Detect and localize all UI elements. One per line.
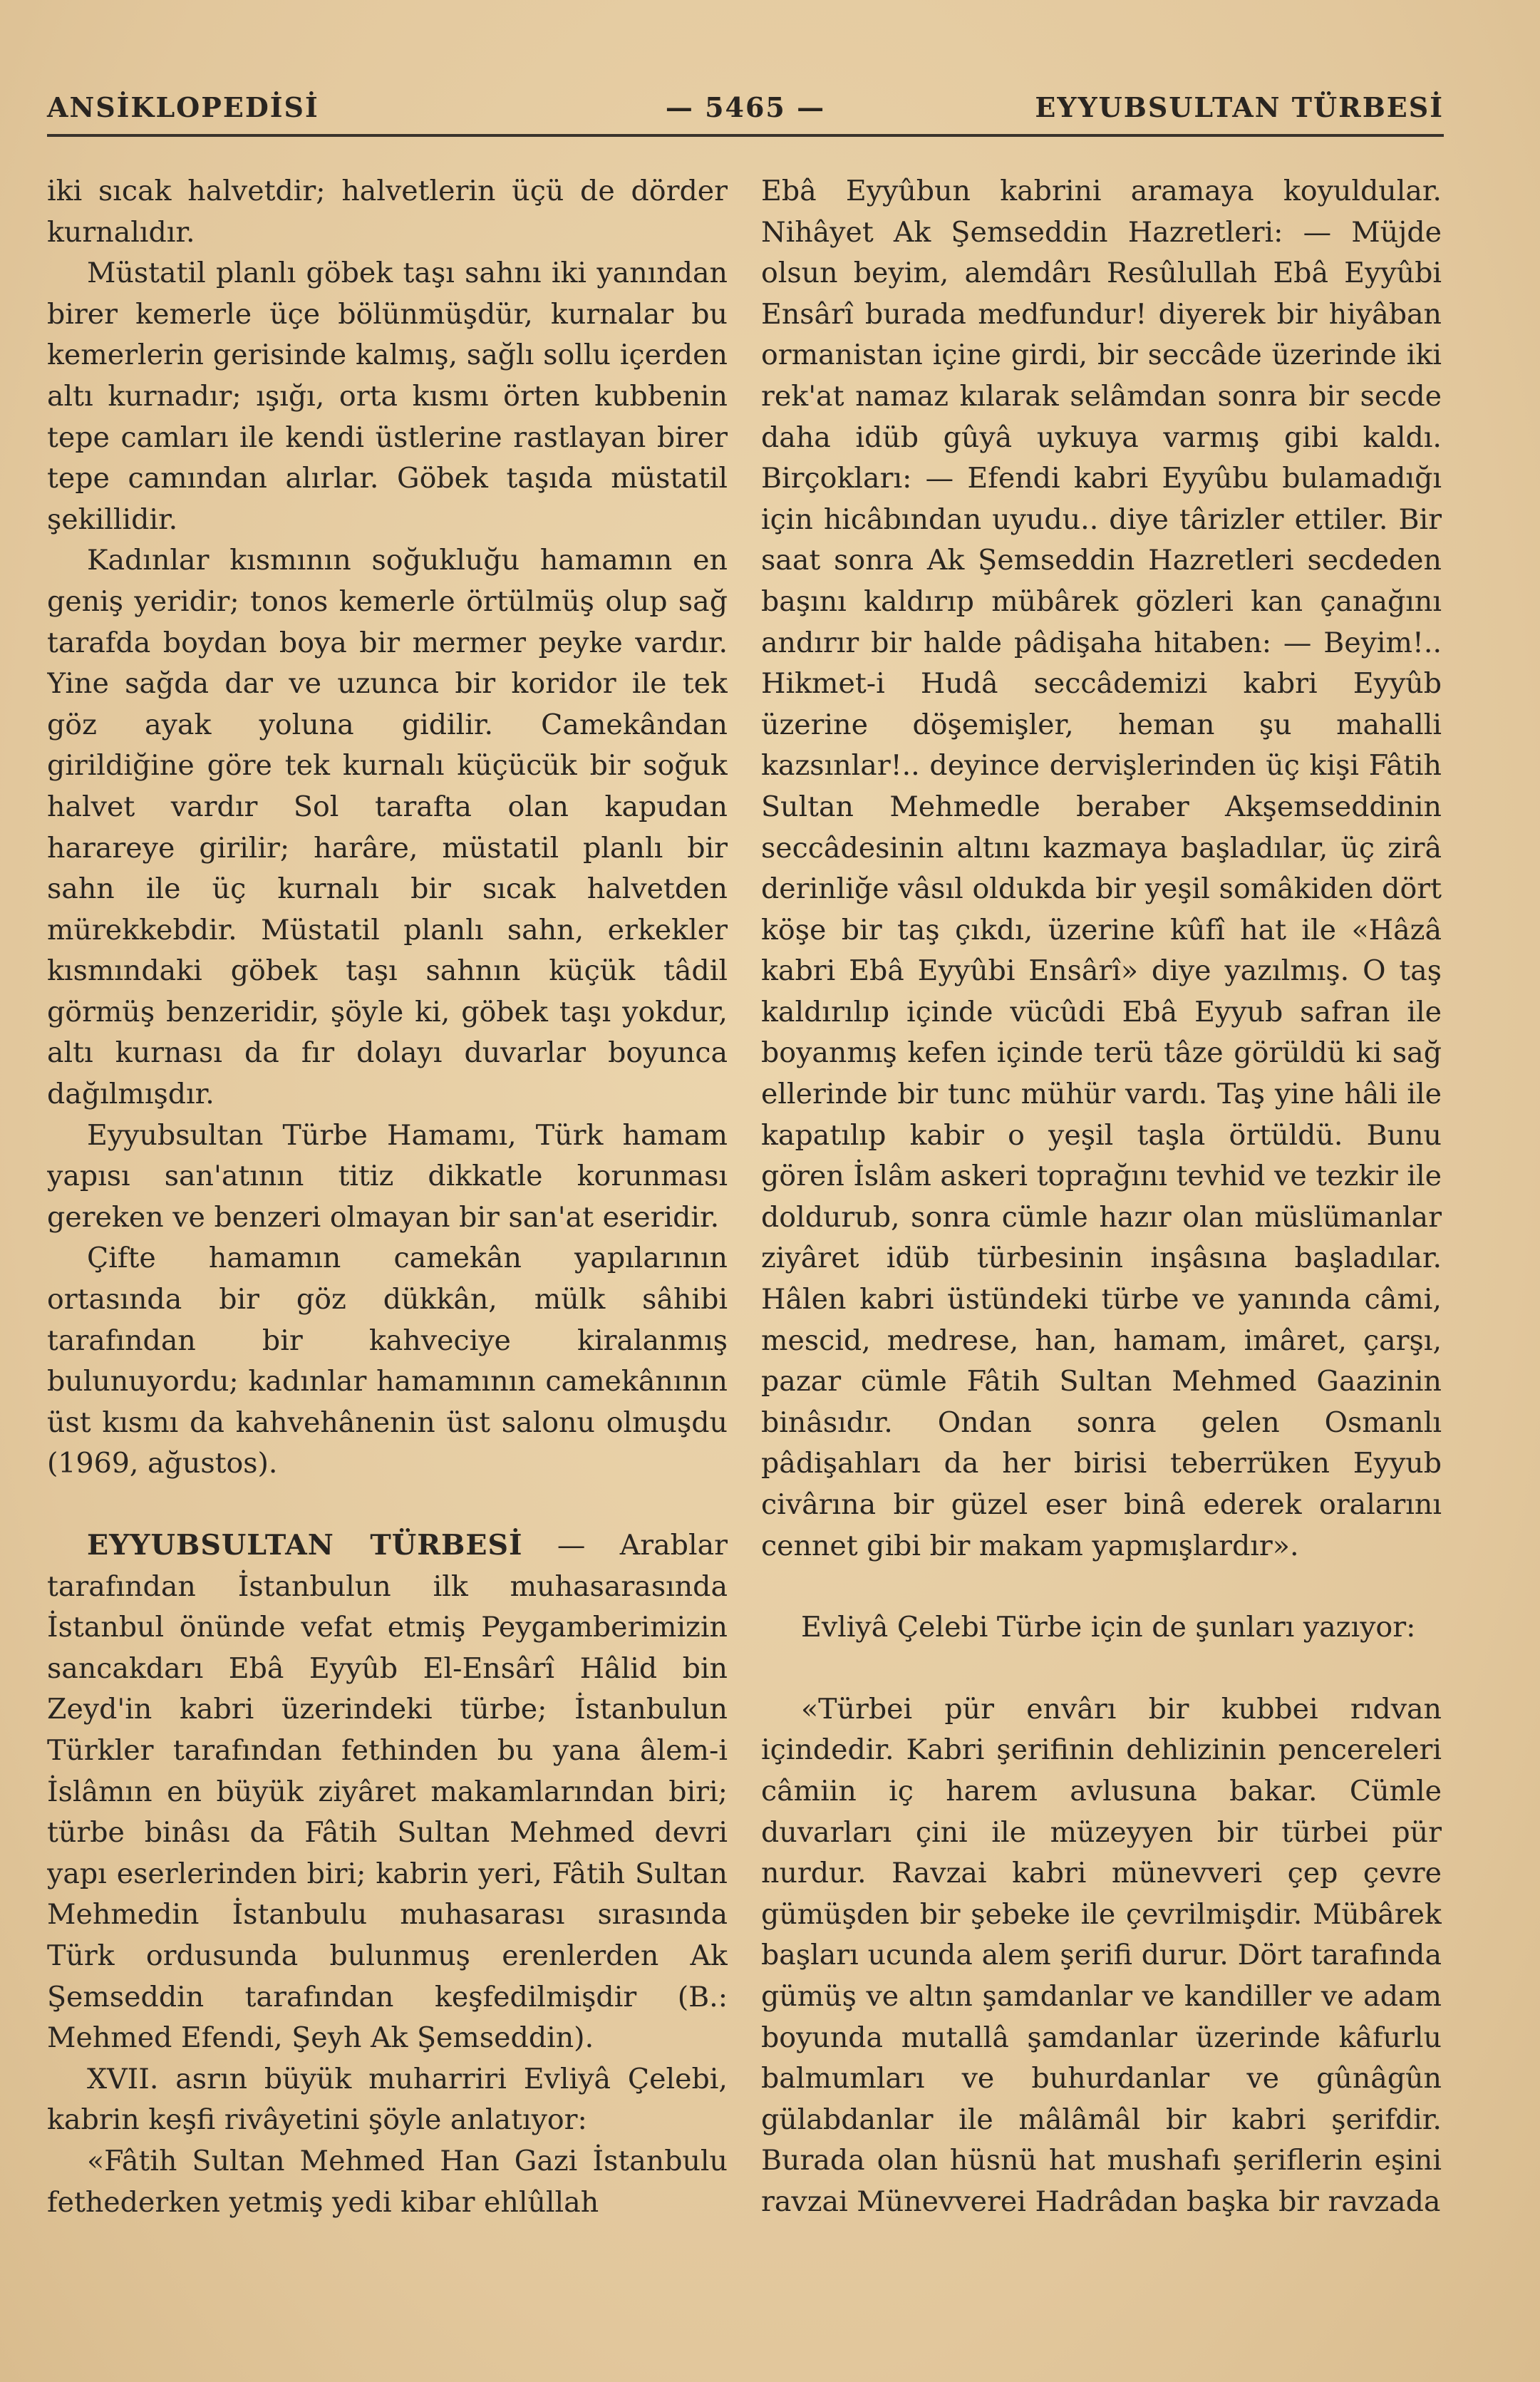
running-head: EYYUBSULTAN TÜRBESİ: [1035, 91, 1444, 123]
paragraph: Ebâ Eyyûbun kabrini aramaya koyuldular. Nihâyet Ak Şemseddin Hazretleri: — Müjde olsun beyim, alemdârı Resûlullah Ebâ Eyyûbi Ensârî burada medfundur! diyerek bir hiyâban ormanistan içine girdi, bir seccâde üzerinde iki rek'at namaz kılarak selâmdan sonra bir secde daha idüb gûyâ uykuya varmış gibi kaldı. Birçokları: — Efendi kabri Eyyûbu bulamadığı için hicâbından uyudu.. diye târizler ettiler. Bir saat sonra Ak Şemseddin Hazretleri secdeden başını kaldırıp mübârek gözleri kan çanağını andırır bir halde pâdişaha hitaben: — Beyim!.. Hikmet-i Hudâ seccâdemizi kabri Eyyûb üzerine döşemişler, heman şu mahalli kazsınlar!.. deyince dervişlerinden üç kişi Fâtih Sultan Mehmedle beraber Akşemseddinin seccâdesinin altını kazmaya başladılar, üç zirâ derinliğe vâsıl oldukda bir yeşil somâkiden dört köşe bir taş çıkdı, üzerine kûfî hat ile «Hâzâ kabri Ebâ Eyyûbi Ensârî» diye yazılmış. O taş kaldırılıp içinde vücûdi Ebâ Eyyub safran ile boyanmış kefen içinde terü tâze görüldü ki sağ ellerinde bir tunc mühür vardı. Taş yine hâli ile kapatılıp kabir o yeşil taşla örtüldü. Bunu gören İslâm askeri toprağını tevhid ve tezkir ile doldurub, sonra cümle hazır olan müslümanlar ziyâret idüb türbesinin inşâsına başladılar. Hâlen kabri üstündeki türbe ve yanında câmi, mescid, medrese, han, hamam, imâret, çarşı, pazar cümle Fâtih Sultan Mehmed Gaazinin binâsıdır. Ondan sonra gelen Osmanlı pâdişahları da her birisi teberrüken Eyyub civârına bir güzel eser binâ ederek oralarını cennet gibi bir makam yapmışlardır».: [761, 175, 1442, 1562]
entry-text: — Arablar tarafından İstanbulun ilk muhasarasında İstanbul önünde vefat etmiş Peygamberimizin sancakdarı Ebâ Eyyûb El-Ensârî Hâlid bin Zeyd'in kabri üzerindeki türbe; İstanbulun Türkler tarafından fethinden bu yana âlem-i İslâmın en büyük ziyâret makamlarından biri; türbe binâsı da Fâtih Sultan Mehmed devri yapı eserlerinden biri; kabrin yeri, Fâtih Sultan Mehmedin İstanbulu muhasarası sırasında Türk ordusunda bulunmuş erenlerden Ak Şemseddin tarafından keşfedilmişdir (B.: Mehmed Efendi, Şeyh Ak Şemseddin).: [47, 1529, 728, 2055]
paragraph: Çifte hamamın camekân yapılarının ortasında bir göz dükkân, mülk sâhibi tarafından bir kahveciye kiralanmış bulunuyordu; kadınlar hamamının camekânının üst kısmı da kahvehânenin üst salonu olmuşdu (1969, ağustos).: [47, 1242, 728, 1480]
paragraph: Evliyâ Çelebi Türbe için de şunları yazıyor:: [801, 1611, 1416, 1644]
paragraph: XVII. asrın büyük muharriri Evliyâ Çelebi, kabrin keşfi rivâyetini şöyle anlatıyor:: [47, 2062, 728, 2137]
paragraph: Müstatil planlı göbek taşı sahnı iki yanından birer kemerle üçe bölünmüşdür, kurnalar bu kemerlerin gerisinde kalmış, sağlı sollu içerden altı kurnadır; ışığı, orta kısmı örten kubbenin tepe camları ile kendi üstlerine rastlayan birer tepe camından alırlar. Göbek taşıda müstatil şekillidir.: [47, 257, 728, 536]
entry-paragraph: [47, 1525, 728, 2059]
paragraph: Kadınlar kısmının soğukluğu hamamın en geniş yeridir; tonos kemerle örtülmüş olup sağ tarafda boydan boya bir mermer peyke vardır. Yine sağda dar ve uzunca bir koridor ile tek göz ayak yoluna gidilir. Camekândan girildiğine göre tek kurnalı küçücük bir soğuk halvet vardır Sol tarafta olan kapudan harareye girilir; harâre, müstatil planlı bir sahn ile üç kurnalı bir sıcak halvetden mürekkebdir. Müstatil planlı sahn, erkekler kısmındaki göbek taşı sahnın küçük tâdil görmüş benzeridir, şöyle ki, göbek taşı yokdur, altı kurnası da fır dolayı duvarlar boyunca dağılmışdır.: [47, 544, 728, 1111]
page-number: — 5465 —: [665, 91, 826, 123]
right-column: [761, 171, 1442, 2338]
left-column: [47, 171, 728, 2338]
paragraph: «Türbei pür envârı bir kubbei rıdvan içindedir. Kabri şerifinin dehlizinin pencereleri câmiin iç harem avlusuna bakar. Cümle duvarları çini ile müzeyyen bir türbei pür nurdur. Ravzai kabri münevveri çep çevre gümüşden bir şebeke ile çevrilmişdir. Mübârek başları ucunda alem şerifi durur. Dört tarafında gümüş ve altın şamdanlar ve kandiller ve adam boyunda mutallâ şamdanlar üzerinde kâfurlu balmumları ve buhurdanlar ve gûnâgûn gülabdanlar ile mâlâmâl bir kabri şerifdir. Burada olan hüsnü hat mushafı şeriflerin eşini ravzai Münevverei Hadrâdan başka bir ravzada: [761, 1692, 1442, 2218]
header-rule: [47, 134, 1444, 137]
page-header: [47, 91, 1444, 134]
paragraph: «Fâtih Sultan Mehmed Han Gazi İstanbulu fethederken yetmiş yedi kibar ehlûllah: [47, 2144, 728, 2219]
encyclopedia-title: ANSİKLOPEDİSİ: [47, 91, 319, 123]
paragraph: iki sıcak halvetdir; halvetlerin üçü de dörder kurnalıdır.: [47, 175, 728, 249]
paragraph: Eyyubsultan Türbe Hamamı, Türk hamam yapısı san'atının titiz dikkatle korunması gereken ve benzeri olmayan bir san'at eseridir.: [47, 1118, 728, 1234]
entry-title: EYYUBSULTAN TÜRBESİ: [87, 1529, 523, 1562]
